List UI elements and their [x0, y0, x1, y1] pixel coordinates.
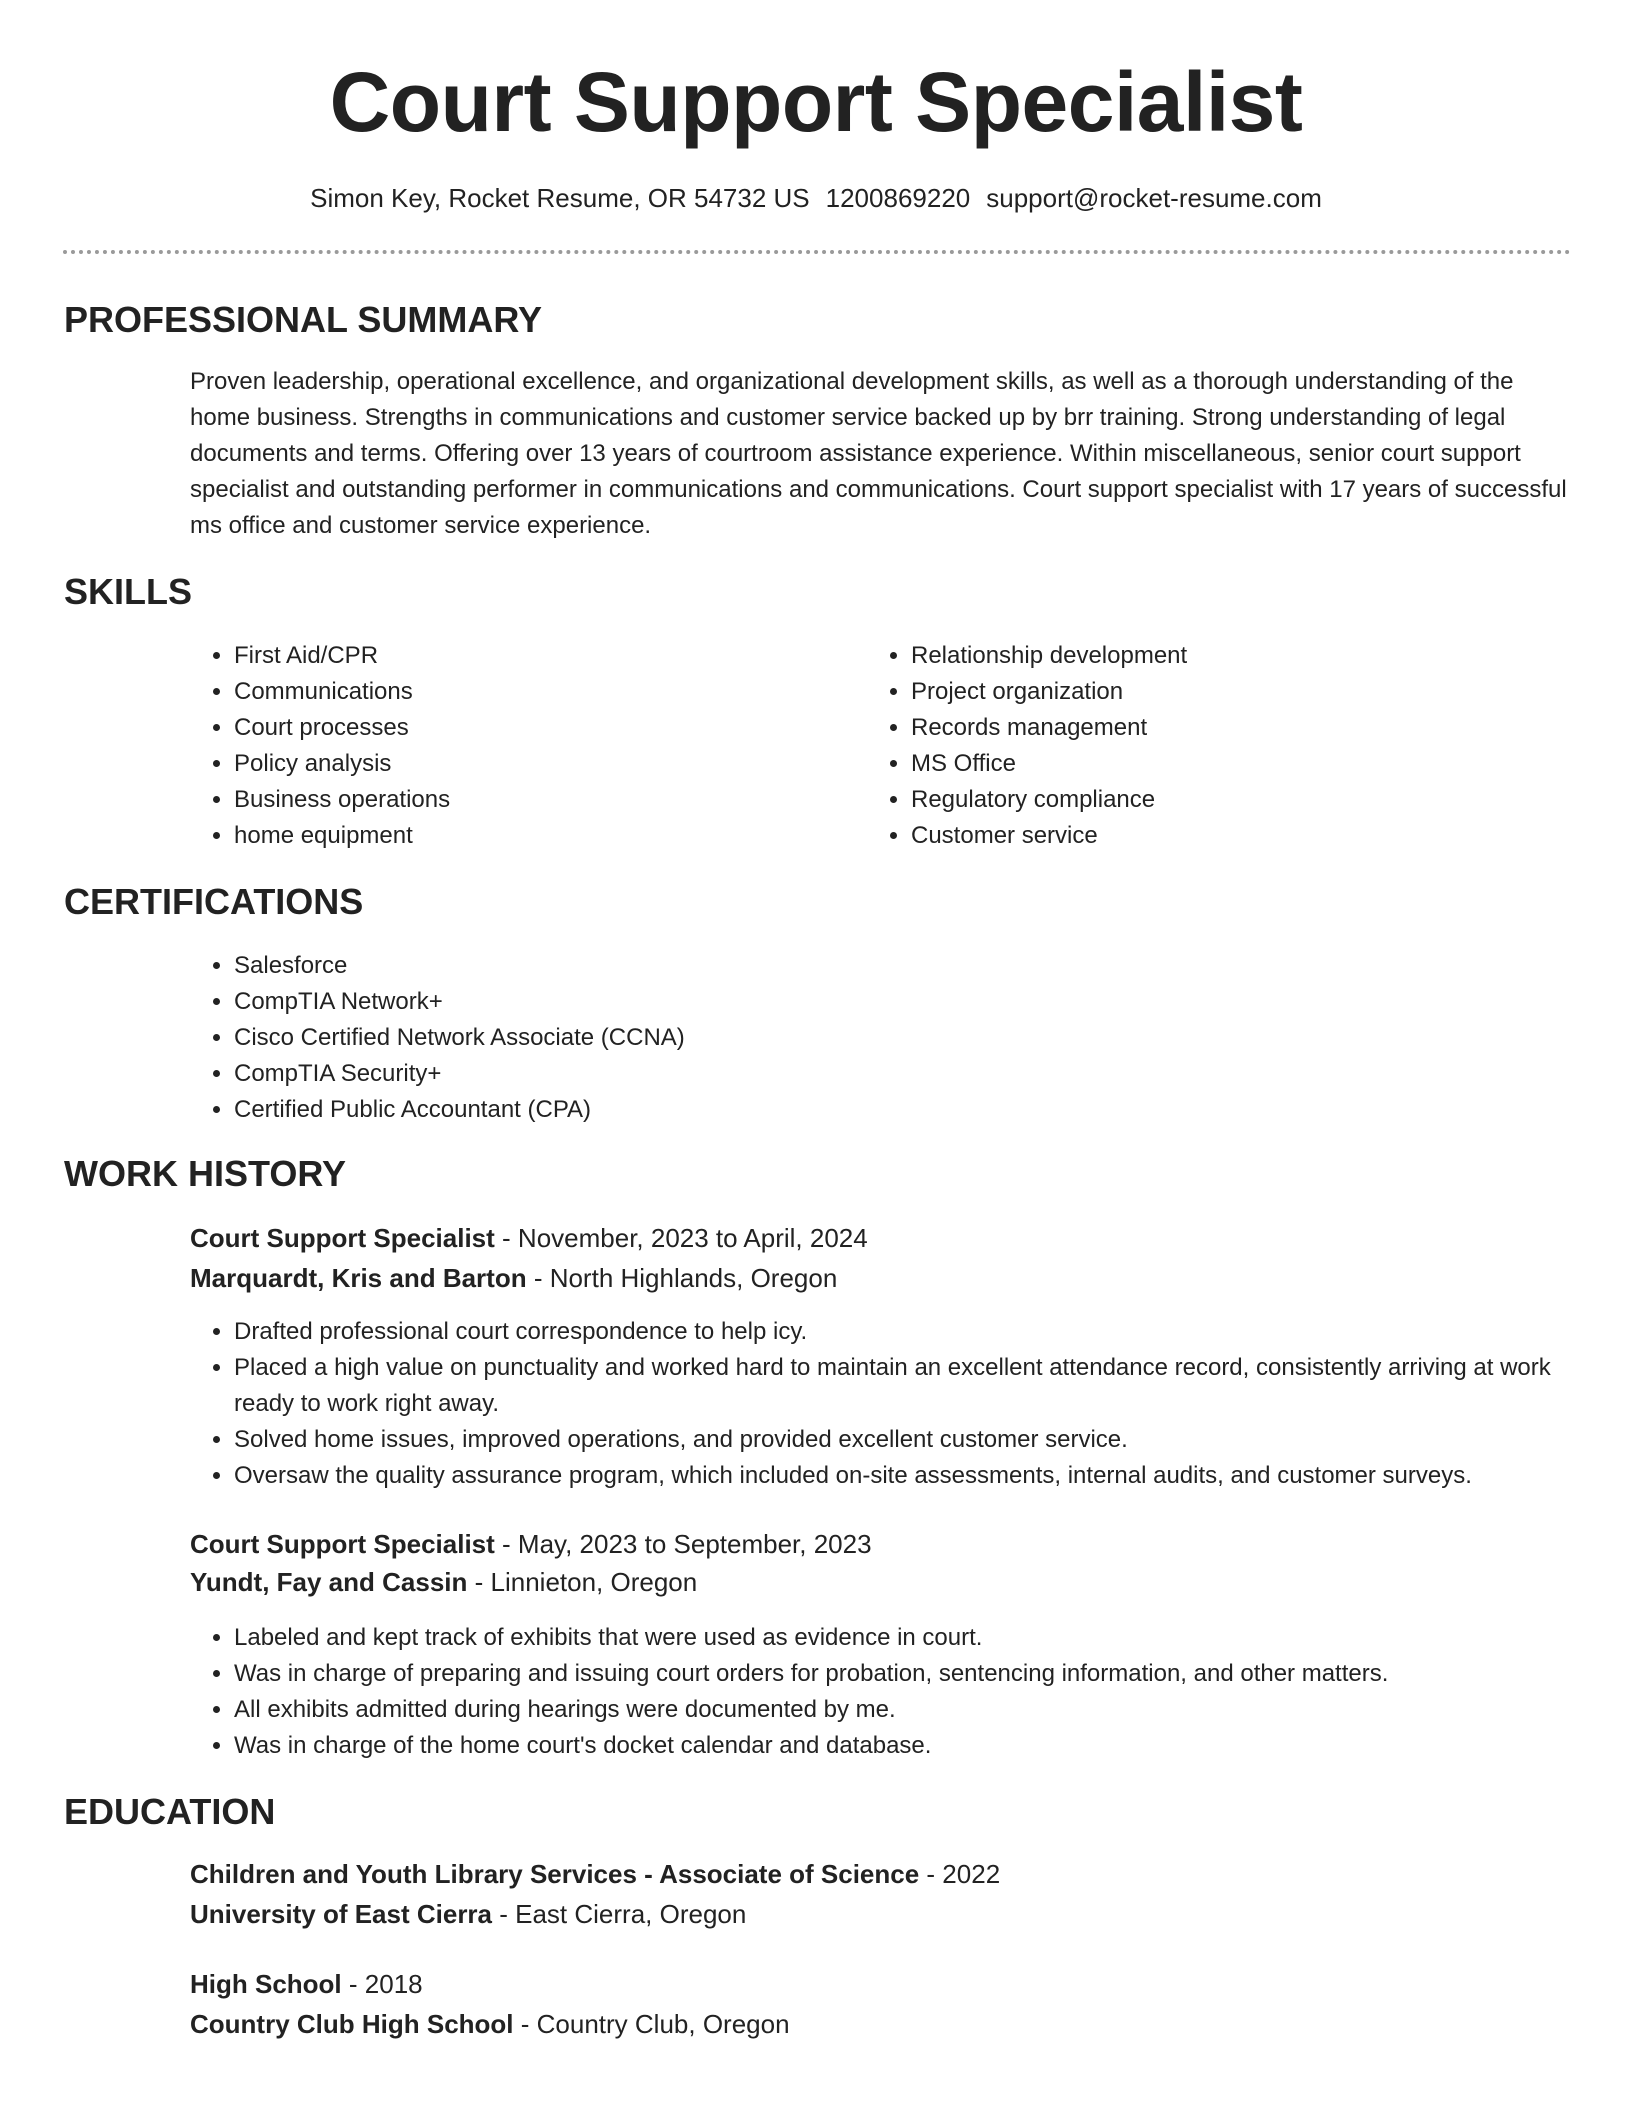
education-degree-line — [190, 1856, 1000, 1892]
skill-item: • Regulatory compliance — [911, 782, 1531, 818]
skill-item: • Records management — [911, 710, 1531, 746]
job-company-line — [190, 1260, 837, 1296]
contact-address: Simon Key, Rocket Resume, OR 54732 US — [310, 183, 810, 213]
job-location: - Linnieton, Oregon — [467, 1567, 698, 1597]
education-school: University of East Cierra — [190, 1899, 493, 1929]
skills-list-right — [867, 638, 1531, 854]
contact-email: support@rocket-resume.com — [986, 183, 1322, 213]
section-title-summary: PROFESSIONAL SUMMARY — [64, 299, 543, 340]
education-school: Country Club High School — [190, 2009, 514, 2039]
education-school-line — [190, 1896, 746, 1932]
certification-item: • CompTIA Security+ — [234, 1056, 1614, 1092]
header-divider — [63, 250, 1571, 254]
contact-phone: 1200869220 — [825, 183, 971, 213]
job-company: Marquardt, Kris and Barton — [190, 1263, 527, 1293]
job-company: Yundt, Fay and Cassin — [190, 1567, 468, 1597]
job-title: Court Support Specialist — [190, 1223, 495, 1253]
education-degree: High School — [190, 1969, 342, 1999]
education-degree-line — [190, 1966, 423, 2002]
education-year: - 2022 — [919, 1859, 1001, 1889]
contact-line — [0, 180, 1632, 216]
education-location: - East Cierra, Oregon — [492, 1899, 747, 1929]
certifications-list — [190, 948, 1614, 1128]
summary-text: Proven leadership, operational excellence, and organizational development skills, as well as a thorough understanding of the home business. Strengths in communications and customer service backed up by brr training. Strong understanding of legal documents and terms. Offering over 13 years of courtroom assistance experience. Within miscellaneous, senior court support specialist and outstanding performer in communications and communications. Court support specialist with 17 years of successful ms office and customer service experience. — [190, 368, 1567, 539]
job-bullet: • Oversaw the quality assurance program, which included on-site assessments, internal audits, and customer surveys. — [234, 1458, 1614, 1494]
section-title-work-history: WORK HISTORY — [64, 1153, 347, 1194]
section-title-education: EDUCATION — [64, 1791, 276, 1832]
skill-item: • Project organization — [911, 674, 1531, 710]
job-dates: - November, 2023 to April, 2024 — [494, 1223, 868, 1253]
skill-item: • MS Office — [911, 746, 1531, 782]
job-company-line — [190, 1564, 697, 1600]
resume-title: Court Support Specialist — [329, 55, 1303, 149]
education-year: - 2018 — [341, 1969, 423, 1999]
job-bullet: • Was in charge of the home court's docket calendar and database. — [234, 1728, 1614, 1764]
certification-item: • Salesforce — [234, 948, 1614, 984]
certification-item: • Certified Public Accountant (CPA) — [234, 1092, 1614, 1128]
section-title-skills: SKILLS — [64, 571, 193, 612]
job-bullet: • Placed a high value on punctuality and worked hard to maintain an excellent attendance record, consistently arriving at work ready to work right away. — [234, 1350, 1614, 1422]
skill-item: • Court processes — [234, 710, 854, 746]
job-title: Court Support Specialist — [190, 1529, 495, 1559]
education-location: - Country Club, Oregon — [513, 2009, 790, 2039]
job-location: - North Highlands, Oregon — [526, 1263, 838, 1293]
certification-item: • CompTIA Network+ — [234, 984, 1614, 1020]
section-title-certifications: CERTIFICATIONS — [64, 881, 364, 922]
education-school-line — [190, 2006, 790, 2042]
skill-item: • Customer service — [911, 818, 1531, 854]
education-degree: Children and Youth Library Services - Associate of Science — [190, 1859, 920, 1889]
job-bullets — [190, 1620, 1614, 1764]
skill-item: • Business operations — [234, 782, 854, 818]
skill-item: • Policy analysis — [234, 746, 854, 782]
skill-item: • home equipment — [234, 818, 854, 854]
skill-item: • Communications — [234, 674, 854, 710]
job-dates: - May, 2023 to September, 2023 — [494, 1529, 872, 1559]
skill-item: • Relationship development — [911, 638, 1531, 674]
skill-item: • First Aid/CPR — [234, 638, 854, 674]
job-bullet: • All exhibits admitted during hearings were documented by me. — [234, 1692, 1614, 1728]
job-bullet: • Labeled and kept track of exhibits that were used as evidence in court. — [234, 1620, 1614, 1656]
certification-item: • Cisco Certified Network Associate (CCNA) — [234, 1020, 1614, 1056]
job-bullets — [190, 1314, 1614, 1494]
job-bullet: • Drafted professional court correspondence to help icy. — [234, 1314, 1614, 1350]
skills-list-left — [190, 638, 854, 854]
job-bullet: • Was in charge of preparing and issuing court orders for probation, sentencing information, and other matters. — [234, 1656, 1614, 1692]
job-bullet: • Solved home issues, improved operations, and provided excellent customer service. — [234, 1422, 1614, 1458]
job-title-line — [190, 1526, 872, 1562]
job-title-line — [190, 1220, 868, 1256]
